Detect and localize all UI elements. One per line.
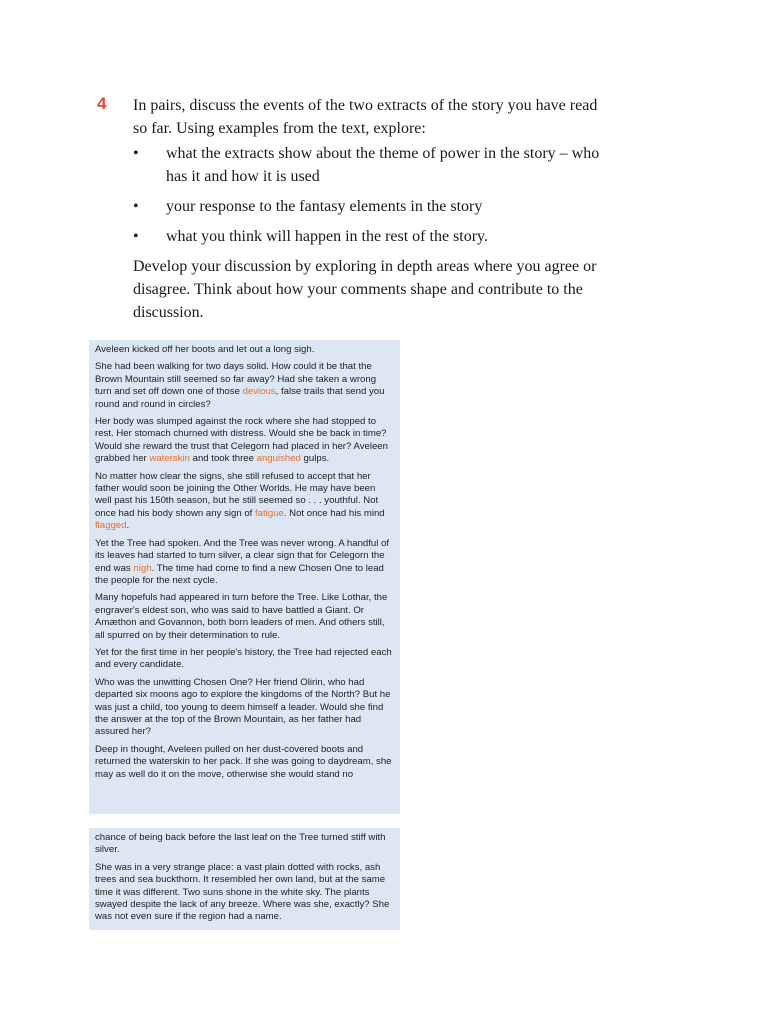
extract-paragraph: She had been walking for two days solid. How could it be that the Brown Mountain still seemed so far away? Had she taken a wrong turn and set off down one of those devious, false trails that send you round and round in circles? bbox=[95, 361, 385, 410]
task-number: 4 bbox=[97, 94, 107, 113]
bullet-text: what you think will happen in the rest of the story. bbox=[166, 228, 489, 245]
task-body bbox=[133, 94, 603, 324]
extract-paragraph: Aveleen kicked off her boots and let out a long sigh. bbox=[95, 344, 315, 355]
vocab-word: nigh bbox=[133, 562, 152, 574]
bullet-text: your response to the fantasy elements in the story bbox=[166, 198, 483, 215]
story-extract-part-1 bbox=[89, 340, 400, 814]
vocab-word: flagged bbox=[95, 520, 127, 532]
extract-paragraph: Her body was slumped against the rock where she had stopped to rest. Her stomach churned with distress. Would she be back in time? Would she reward the trust that Celegorn had placed in her? Aveleen grabbed her waterskin and took three anguished gulps. bbox=[95, 416, 388, 465]
task-bullet-list bbox=[133, 142, 603, 248]
task-closing: Develop your discussion by exploring in depth areas where you agree or disagree. Think about how your comments shape and contribute to the discussion. bbox=[133, 258, 597, 321]
extract-paragraph: She was in a very strange place: a vast plain dotted with rocks, ash trees and sea buckthorn. It resembled her own land, but at the same time it was different. Two suns shone in the white sky. The plants swayed despite the lack of any breeze. Where was she, exactly? She was not even sure if the region had a name. bbox=[95, 861, 390, 923]
task-bullet-item bbox=[133, 225, 603, 248]
story-extract-part-2 bbox=[89, 828, 400, 930]
task-intro: In pairs, discuss the events of the two extracts of the story you have read so far. Using examples from the text, explore: bbox=[133, 97, 598, 137]
extract-paragraph: Yet the Tree had spoken. And the Tree was never wrong. A handful of its leaves had started to turn silver, a clear sign that for Celegorn the end was nigh. The time had come to find a new Chosen One to lead the people for the next cycle. bbox=[95, 537, 390, 586]
extract-paragraph: Yet for the first time in her people's history, the Tree had rejected each and every candidate. bbox=[95, 646, 392, 671]
extract-paragraph: Who was the unwitting Chosen One? Her friend Olirin, who had departed six moons ago to explore the kingdoms of the North? But he was just a child, too young to deem himself a leader. Would she find the answer at the top of the Brown Mountain, as her father had assured her? bbox=[95, 676, 391, 738]
bullet-icon: • bbox=[133, 198, 139, 215]
vocab-word: fatigue bbox=[255, 507, 284, 519]
extract-paragraph: Deep in thought, Aveleen pulled on her dust-covered boots and returned the waterskin to her pack. If she was going to daydream, she may as well do it on the move, otherwise she would stand no bbox=[95, 743, 392, 780]
bullet-icon: • bbox=[133, 145, 139, 162]
vocab-word: waterskin bbox=[149, 453, 190, 465]
extract-paragraph: No matter how clear the signs, she still refused to accept that her father would soon be joining the Other Worlds. He may have been well past his 150th season, but he still seemed so . . . youthful. Not once had his body shown any sign of fatigue. Not once had his mind flagged. bbox=[95, 470, 385, 532]
extract-paragraph: Many hopefuls had appeared in turn before the Tree. Like Lothar, the engraver's eldest son, who was said to have battled a Giant. Or Amæthon and Govannon, both born leaders of men. And others still, all spurred on by their determination to rule. bbox=[95, 592, 388, 641]
task-bullet-item bbox=[133, 195, 603, 218]
task-bullet-item bbox=[133, 142, 603, 188]
vocab-word: anguished bbox=[256, 453, 301, 465]
bullet-icon: • bbox=[133, 228, 139, 245]
extract-paragraph: chance of being back before the last leaf on the Tree turned stiff with silver. bbox=[95, 832, 386, 856]
bullet-text: what the extracts show about the theme of power in the story – who has it and how it is used bbox=[166, 145, 600, 185]
vocab-word: devious bbox=[242, 386, 276, 398]
